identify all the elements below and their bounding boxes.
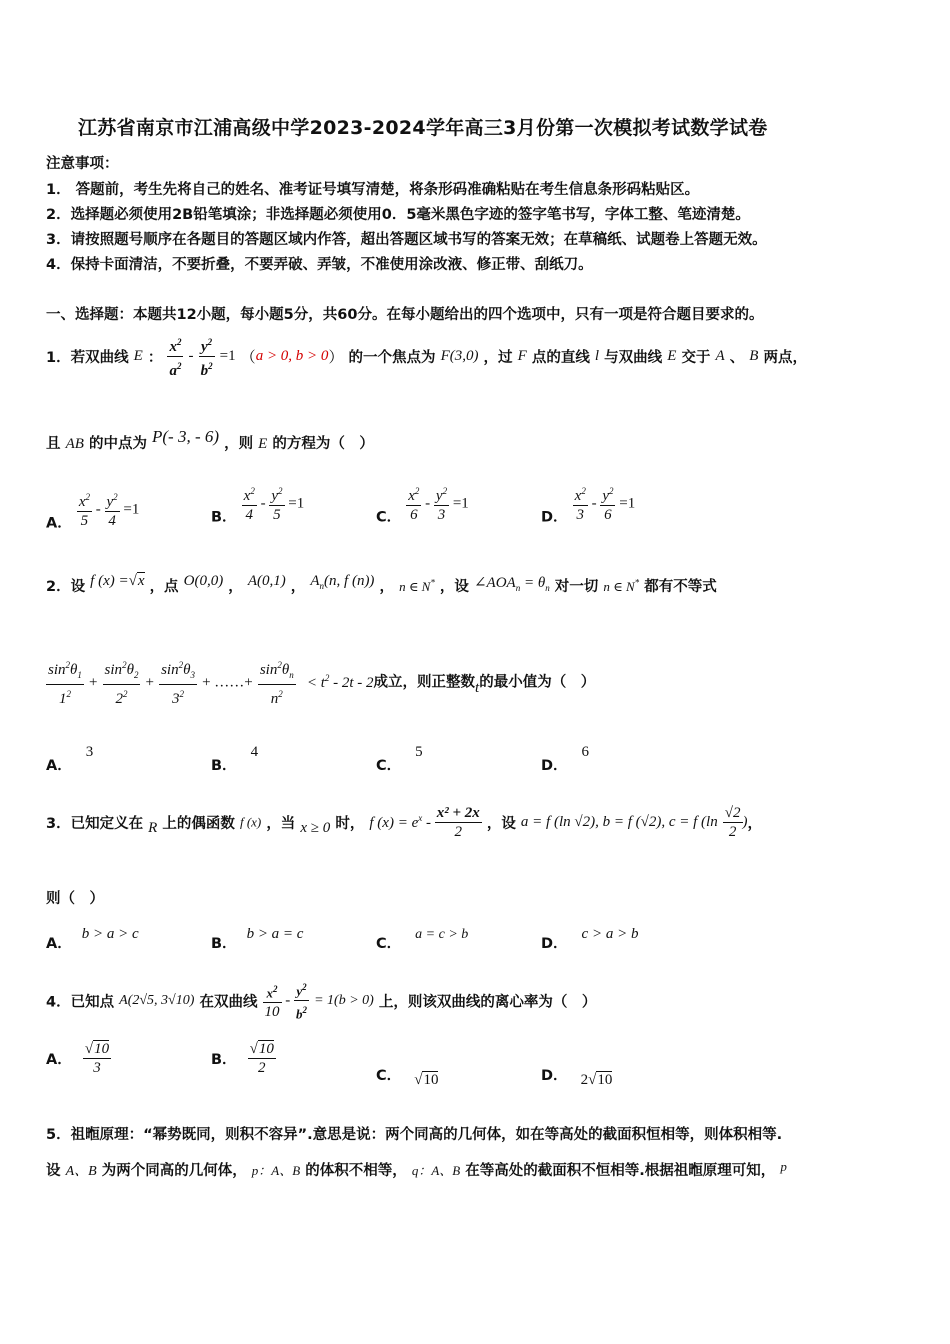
q1-opt-a-c: y <box>106 494 114 510</box>
q2-opt-a-val: 3 <box>85 744 94 760</box>
q5-l2b: 为两个同高的几何体， <box>101 1163 247 1179</box>
notice-heading: 注意事项： <box>46 156 119 172</box>
q2-option-A <box>46 740 94 774</box>
q3-fden: 2 <box>454 824 463 840</box>
q2-A: A(0,1) <box>247 573 286 589</box>
q2-text6: ，设 <box>439 579 469 595</box>
q1-frac-x: $\frac{x^2}{a^2}$ <box>167 333 183 380</box>
q1-option-A: A． $\frac{x^2}{5}$ - $\frac{y^2}{4}$ =1 <box>46 488 139 533</box>
q4-opt-b-label: B． <box>211 1052 237 1068</box>
q1-line1: 1．若双曲线 E ： $\frac{x^2}{a^2}$ - $\frac{y^2}{b^2}$ =1 （a > 0, b > 0） 的一个焦点为 F(3,0) ，过 F 点的直线 l 与双曲线 E 交于 A 、 B 两点， <box>46 333 807 380</box>
q2-text5: ， <box>379 579 394 595</box>
q3-R: R <box>148 820 158 836</box>
q1-text1: 1．若双曲线 <box>46 350 129 366</box>
q3-opt-a-val: b > a > c <box>81 926 139 942</box>
q4-point: A(2√5, 3√10) <box>119 992 195 1008</box>
page-title: 江苏省南京市江浦高级中学2023-2024学年高三3月份第一次模拟考试数学试卷 <box>78 117 768 139</box>
q2-inequality: $\frac{\sin^2\theta_1}{1^2}$ + $\frac{\sin^2\theta_2}{2^2}$ + $\frac{\sin^2\theta_3}{3^2}$ + ……+ $\frac{\sin^2\theta_n}{n^2}$ < $t^2 - 2t - 2$成立，则正整数t的最小值为（ ） <box>46 656 595 708</box>
q3-text5: ，设 <box>486 816 516 832</box>
q4-den2: b <box>296 1006 303 1022</box>
q4-opt-a-den: 3 <box>93 1060 101 1076</box>
q1-P: P(- 3, - 6) <box>152 427 220 446</box>
q2-opt-d-label: D． <box>541 758 568 774</box>
q1-frac-y: $\frac{y^2}{b^2}$ <box>199 333 215 380</box>
q1-opt-a-b: 5 <box>80 513 89 529</box>
q4-opt-a-label: A． <box>46 1052 72 1068</box>
q1-cond-l: （ <box>240 350 256 366</box>
q1-opt-b-label: B． <box>211 509 237 526</box>
q1-E: E <box>133 348 143 364</box>
q4-text2: 在双曲线 <box>199 994 258 1011</box>
q1-opt-a-label: A． <box>46 515 72 532</box>
q4-option-D: D． 2√10 <box>541 1068 613 1088</box>
q1-text6: 交于 <box>681 350 711 366</box>
q1-opt-a-a: x <box>78 494 86 510</box>
q1-option-B: B． $\frac{x^2}{4}$ - $\frac{y^2}{5}$ =1 <box>211 482 304 527</box>
q1-text7: 两点， <box>763 350 808 366</box>
q3-tail: ) <box>742 814 748 830</box>
q2-dots: + ……+ <box>202 674 253 691</box>
q1-opt-c-a: x <box>408 488 415 504</box>
q4-option-A: A． $\frac{√10}{3}$ <box>46 1041 110 1076</box>
q5-AB: A、B <box>65 1164 97 1179</box>
q3-text2: 上的偶函数 <box>162 816 235 832</box>
q2-opt-b-label: B． <box>211 758 237 774</box>
q3-fnum: x² + 2x <box>436 805 480 821</box>
q5-l2d: 在等高处的截面积不恒相等.根据祖暅原理可知， <box>465 1163 776 1179</box>
q1-E3: E <box>258 436 268 452</box>
q2-option-B <box>211 740 259 774</box>
q1-l2c: ，则 <box>224 436 254 452</box>
q2-opt-a-label: A． <box>46 758 72 774</box>
q1-line2 <box>46 427 374 453</box>
q2-text7: 对一切 <box>554 579 599 595</box>
q1-opt-d-b: 3 <box>576 507 584 523</box>
q4-opt-b-num: 10 <box>258 1041 274 1057</box>
q2-angle-sub: n <box>515 583 521 593</box>
q3-opt-a-label: A． <box>46 936 72 952</box>
q5-p: p：A、B <box>251 1163 301 1178</box>
q1-l: l <box>594 348 600 364</box>
q3-option-A <box>46 922 139 952</box>
q2-opt-c-val: 5 <box>415 744 423 760</box>
q2-text2: ，点 <box>149 579 179 595</box>
q2-O: O(0,0) <box>183 573 224 589</box>
q1-E2: E <box>667 348 677 364</box>
notice-item-1: 1． 答题前，考生先将自己的姓名、准考证号填写清楚，将条形码准确粘贴在考生信息条形码粘贴区。 <box>46 182 700 198</box>
notice-item-4: 4．保持卡面清洁，不要折叠，不要弄破、弄皱，不准使用涂改液、修正带、刮纸刀。 <box>46 257 593 273</box>
q4-opt-b-den: 2 <box>258 1060 266 1076</box>
q1-AB: AB <box>65 436 84 452</box>
q3-fx: f (x) <box>239 814 262 830</box>
q1-colon: ： <box>147 350 163 366</box>
q2-angle-eq: = θ <box>523 575 546 591</box>
q2-sqrtx: x <box>137 573 145 589</box>
q1-l2a: 且 <box>46 436 61 452</box>
q2-ineq-tail: < t <box>306 674 325 691</box>
q3-text3: ，当 <box>266 816 296 832</box>
q1-A: A <box>715 348 725 364</box>
q2-nN2-text: n ∈ N <box>603 579 635 594</box>
q1-opt-b-b: 4 <box>245 507 253 523</box>
q2-f: f (x) = <box>90 573 129 589</box>
q2-nN: n ∈ N* <box>399 577 435 594</box>
q1-option-D: D． $\frac{x^2}{3}$ - $\frac{y^2}{6}$ =1 <box>541 482 635 527</box>
q1-opt-c-label: C． <box>376 509 402 526</box>
q1-cond-r: ） <box>328 350 344 366</box>
q1-B: B <box>749 348 759 364</box>
q1-opt-b-d: 5 <box>273 507 281 523</box>
q5-q: q：A、B <box>411 1163 461 1178</box>
q2-An-sub: n <box>319 581 325 591</box>
q2-text1: 2．设 <box>46 579 86 595</box>
q1-opt-d-d: 6 <box>604 507 612 523</box>
q3-abc: a = f (ln √2), b = f (√2), c = f (ln <box>520 814 718 830</box>
notice-item-2: 2．选择题必须使用2B铅笔填涂；非选择题必须使用0．5毫米黑色字迹的签字笔书写，字体工整、笔迹清楚。 <box>46 207 750 223</box>
q4-opt-d-val: 10 <box>597 1072 613 1088</box>
q4-text1: 4．已知点 <box>46 994 115 1011</box>
q2-text3: ， <box>228 579 243 595</box>
q5-line2 <box>46 1159 787 1180</box>
q3-opt-d-label: D． <box>541 936 568 952</box>
q3-opt-c-val: a = c > b <box>415 927 469 942</box>
q1-F: F <box>517 348 527 364</box>
q1-focus: F(3,0) <box>440 348 479 364</box>
q2-angle: ∠AOA <box>473 575 516 591</box>
q4-opt-d-label: D． <box>541 1068 568 1084</box>
q1-text3: ，过 <box>483 350 513 366</box>
q3-abcnum: √2 <box>724 805 741 821</box>
q1-sep: 、 <box>729 350 745 366</box>
q3-fdef: f (x) = e <box>369 815 419 831</box>
q3-option-B <box>211 922 304 952</box>
q3-opt-d-val: c > a > b <box>581 926 639 942</box>
q1-opt-d-c: y <box>602 488 609 504</box>
q1-condition: a > 0, b > 0 <box>255 348 329 364</box>
q3-comma: ， <box>747 816 763 832</box>
q2-option-C <box>376 740 423 774</box>
q5-l2a: 设 <box>46 1163 61 1179</box>
q4-opt-c-label: C． <box>376 1068 402 1084</box>
q1-opt-b-c: y <box>271 488 278 504</box>
q1-option-C: C． $\frac{x^2}{6}$ - $\frac{y^2}{3}$ =1 <box>376 482 469 527</box>
q5-l2c: 的体积不相等， <box>305 1163 407 1179</box>
q3-opt-c-label: C． <box>376 936 402 952</box>
q2-line1: 2．设 f (x) =√x ，点 O(0,0) ， A(0,1) ， $A_n(n$, f (n)) ， n ∈ N* ，设 $\angle AOA_n = \theta_n$ 对一切 n ∈ N* 都有不等式 <box>46 573 717 595</box>
q2-opt-c-label: C． <box>376 758 402 774</box>
q1-l2b: 的中点为 <box>88 436 147 452</box>
q2-ineq-tail2: - 2t - 2 <box>329 674 374 691</box>
q1-opt-c-c: y <box>435 488 443 504</box>
q3-cond: x ≥ 0 <box>300 820 331 836</box>
q2-text10: 的最小值为（ ） <box>479 674 596 691</box>
q4-opt-a-num: 10 <box>94 1041 110 1057</box>
q5-p2: p <box>780 1159 787 1174</box>
q3-option-C <box>376 922 469 952</box>
q1-l2d: 的方程为（ ） <box>272 436 374 452</box>
q4-den1: 10 <box>264 1004 280 1021</box>
section-heading: 一、选择题：本题共12小题，每小题5分，共60分。在每小题给出的四个选项中，只有一项是符合题目要求的。 <box>46 307 764 323</box>
q2-An: A <box>310 573 320 589</box>
q3-opt-b-val: b > a = c <box>246 926 304 942</box>
q1-opt-b-a: x <box>243 488 251 504</box>
q3-opt-b-label: B． <box>211 936 237 952</box>
q4-opt-d-pre: 2 <box>580 1072 589 1088</box>
q2-opt-b-val: 4 <box>250 744 259 760</box>
q4-cond: = 1(b > 0) <box>314 992 374 1008</box>
q4-option-C: C． √10 <box>376 1068 439 1088</box>
q4-line1: 4．已知点 A(2√5, 3√10) 在双曲线 $\frac{x^2}{10}$ - $\frac{y^2}{b^2}$ = 1(b > 0) 上，则该双曲线的离心率为（ ） <box>46 978 596 1024</box>
q3-line1: 3．已知定义在 R 上的偶函数 f (x) ，当 x ≥ 0 时， f $(x) = e^x$ - $\frac{\text{x² + 2x}}{2}$ ，设 a = f (ln √2), b = f (√2), c = f (ln $\frac{√2}{2}$ )， <box>46 805 763 840</box>
q1-opt-d-label: D． <box>541 509 568 526</box>
q1-opt-c-d: 3 <box>437 507 446 523</box>
q1-opt-d-a: x <box>574 488 582 504</box>
notice-item-3: 3．请按照题号顺序在各题目的答题区域内作答，超出答题区域书写的答案无效；在草稿纸、试题卷上答题无效。 <box>46 232 767 248</box>
q2-nN-text: n ∈ N <box>399 579 431 594</box>
q4-opt-c-val: 10 <box>423 1072 439 1088</box>
q2-opt-d-val: 6 <box>581 744 590 760</box>
q4-text3: 上，则该双曲线的离心率为（ ） <box>378 994 597 1011</box>
q2-t: t <box>475 679 480 696</box>
q1-text2: 的一个焦点为 <box>348 350 436 366</box>
q5-line1: 5．祖暅原理：“幂势既同，则积不容异”.意思是说：两个同高的几何体，如在等高处的截面积恒相等，则体积相等. <box>46 1127 783 1143</box>
q3-option-D <box>541 922 639 952</box>
q2-option-D <box>541 740 590 774</box>
q1-opt-c-b: 6 <box>410 507 418 523</box>
q2-text4: ， <box>290 579 306 595</box>
q3-line2: 则（ ） <box>46 891 104 907</box>
q3-abcden: 2 <box>728 824 737 840</box>
q2-An2: (n, f (n)) <box>324 573 375 589</box>
q2-text9: 成立，则正整数 <box>373 674 476 691</box>
q3-text4: 时， <box>335 816 365 832</box>
q1-opt-a-d: 4 <box>108 513 116 529</box>
q4-option-B: B． $\frac{√10}{2}$ <box>211 1041 274 1076</box>
q2-text8: 都有不等式 <box>644 579 717 595</box>
q1-text4: 点的直线 <box>531 350 590 366</box>
q3-text1: 3．已知定义在 <box>46 816 144 832</box>
q2-nN2: n ∈ N* <box>603 577 640 594</box>
q1-text5: 与双曲线 <box>604 350 663 366</box>
